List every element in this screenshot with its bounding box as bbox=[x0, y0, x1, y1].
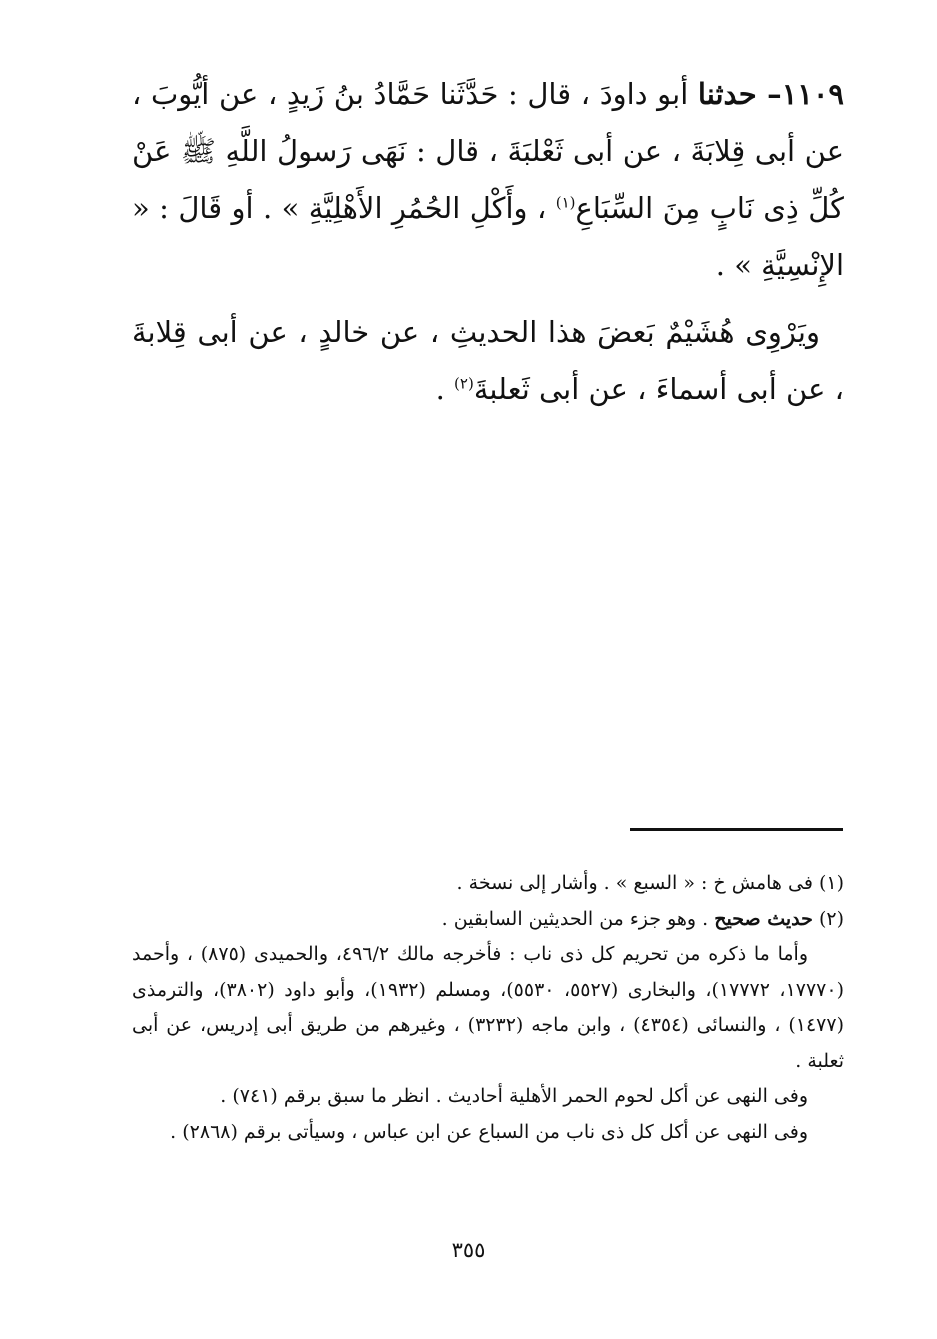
hadith-number-heading: ١١٠٩– حدثنا bbox=[697, 77, 844, 111]
hadith-text bbox=[132, 66, 844, 418]
footnote-separator bbox=[630, 828, 843, 831]
footnote-2-note-b bbox=[132, 1115, 844, 1151]
narration-text: ويَرْوِى هُشَيْمٌ بَعضَ هذا الحديثِ ، عن خالدٍ ، عن أبى قِلابةَ ، عن أبى أسماءَ ، عن أبى ثَعلبةَ bbox=[132, 315, 844, 406]
footnote-2-note-a bbox=[132, 1079, 844, 1115]
page-number: ٣٥٥ bbox=[451, 1238, 486, 1262]
hadith-text-end: ، وأَكْلِ الحُمُرِ الأَهْلِيَّةِ » . أو قَالَ : « الإِنْسِيَّةِ » . bbox=[132, 191, 844, 282]
footnote-2-takhrij bbox=[132, 937, 844, 1079]
takhrij-text: وأما ما ذكره من تحريم كل ذى ناب : فأخرجه مالك ٤٩٦/٢، والحميدى (٨٧٥) ، وأحمد (١٧٧٧٠، ١٧٧٧٢)، والبخارى (٥٥٢٧، ٥٥٣٠)، ومسلم (١٩٣٢)، وأبو داود (٣٨٠٢)، والترمذى (١٤٧٧) ، والنسائى (٤٣٥٤) ، وابن ماجه (٣٢٣٢) ، وغيرهم من طريق أبى إدريس، عن أبى ثعلبة . bbox=[132, 943, 845, 1072]
narration-paragraph bbox=[132, 304, 844, 418]
footnote-2-text: . وهو جزء من الحديثين السابقين . bbox=[441, 907, 715, 930]
hadith-paragraph bbox=[132, 66, 844, 294]
footnote-2 bbox=[132, 902, 844, 938]
grading-label: حديث صحيح bbox=[714, 907, 813, 930]
hadith-text-part: أبو داودَ ، قال : حَدَّثَنا حَمَّادُ بنُ زَيدٍ ، عن أيُّوبَ ، عن أبى قِلابَةَ ، عن أبى ثَعْلبَةَ ، قال : نَهَى رَسولُ اللَّهِ ﷺ عَنْ كُلِّ ذِى نَابٍ مِنَ السِّبَاعِ bbox=[132, 77, 844, 225]
footnote-1-marker: (١) bbox=[555, 193, 576, 212]
note-b-text: وفى النهى عن أكل كل ذى ناب من السباع عن ابن عباس ، وسيأتى برقم (٢٨٦٨) . bbox=[170, 1120, 808, 1143]
footnote-2-number: (٢) bbox=[812, 907, 844, 930]
footnote-2-marker: (٢) bbox=[454, 374, 474, 393]
narration-text-end: . bbox=[435, 372, 455, 406]
note-a-text: وفى النهى عن أكل لحوم الحمر الأهلية أحاديث . انظر ما سبق برقم (٧٤١) . bbox=[220, 1085, 808, 1107]
footnote-1: (١) فى هامش خ : « السبع » . وأشار إلى نسخة . bbox=[456, 872, 844, 894]
footnotes bbox=[132, 866, 844, 1150]
